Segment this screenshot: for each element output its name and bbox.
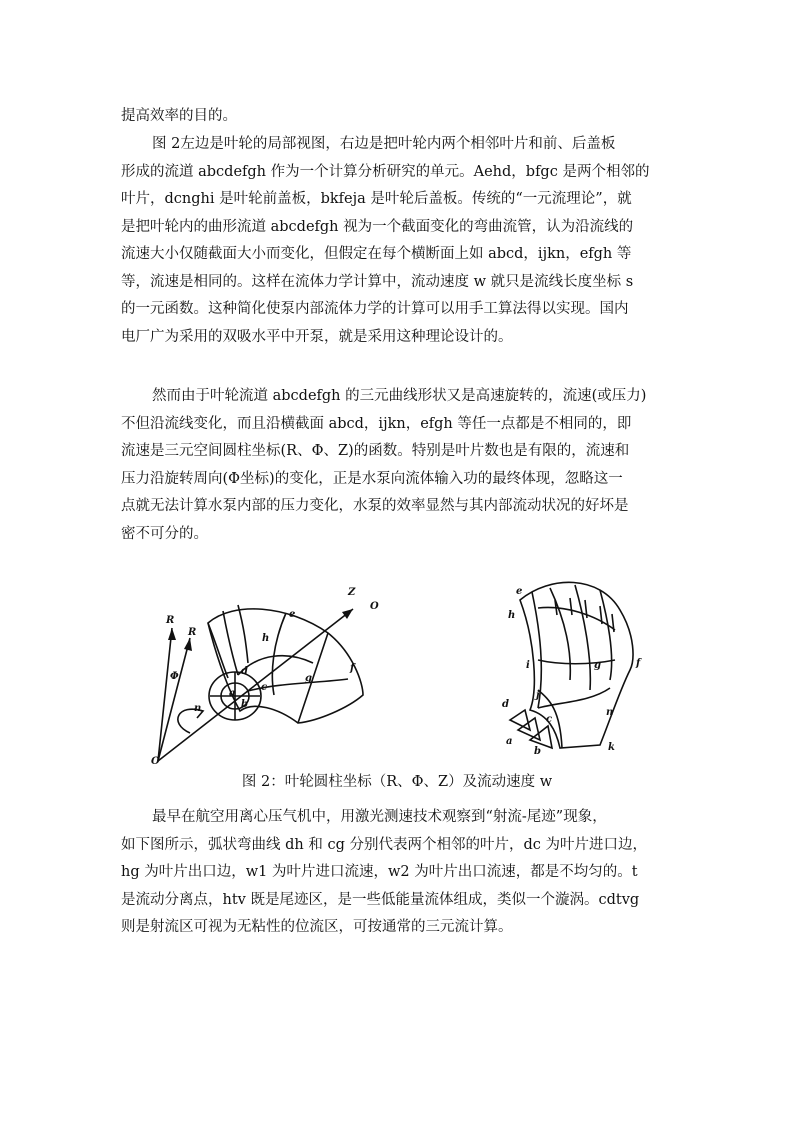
text-line: 然而由于叶轮流道 abcdefgh 的三元曲线形状又是高速旋转的，流速(或压力) — [152, 388, 647, 404]
fig-label-n: n — [194, 703, 202, 714]
fig-label-j: j — [536, 690, 540, 701]
fig-label-c-right: c — [546, 714, 553, 725]
fig-label-r2: R — [188, 627, 197, 638]
fig-label-a: a — [229, 688, 236, 699]
fig-label-g-right: g — [594, 660, 601, 671]
paragraph-three-dimensional-flow — [121, 383, 681, 548]
text-line: 不但沿流线变化，而且沿横截面 abcd，ijkn，efgh 等任一点都是不相同的，即 — [121, 415, 632, 432]
text-line: 最早在航空用离心压气机中，用激光测速技术观察到“射流-尾迹”现象， — [152, 809, 607, 825]
text-line: 提高效率的目的。 — [121, 108, 237, 124]
flow-passage-diagram — [490, 570, 650, 755]
text-line: 如下图所示，弧状弯曲线 dh 和 cg 分别代表两个相邻的叶片，dc 为叶片进口边， — [121, 836, 647, 853]
text-line: 点就无法计算水泵内部的压力变化，水泵的效率显然与其内部流动状况的好坏是 — [121, 498, 629, 514]
text-line: 流速是三元空间圆柱坐标(R、Φ、Z)的函数。特别是叶片数也是有限的，流速和 — [121, 443, 630, 459]
text-line: 电厂广为采用的双吸水平中开泵，就是采用这种理论设计的。 — [121, 328, 513, 345]
paragraph-jet-wake — [121, 804, 681, 942]
fig-label-r1: R — [166, 615, 175, 626]
text-line: 形成的流道 abcdefgh 作为一个计算分析研究的单元。Aehd，bfgc 是两个相邻的 — [121, 163, 650, 180]
fig-label-e-right: e — [516, 586, 523, 597]
fig-label-i: i — [526, 660, 530, 671]
fig-label-o-origin: O — [151, 756, 160, 766]
text-line: 则是射流区可视为无粘性的位流区，可按通常的三元流计算。 — [121, 919, 513, 935]
fig-label-d-right: d — [502, 699, 509, 710]
impeller-coordinate-diagram — [148, 583, 393, 766]
fig-label-e: e — [289, 609, 296, 620]
fig-label-f: f — [350, 663, 355, 674]
fig-label-b-right: b — [534, 746, 541, 755]
figure-caption: 图 2：叶轮圆柱坐标（R、Φ、Z）及流动速度 w — [241, 774, 553, 790]
paragraph-figure-description — [121, 131, 681, 351]
text-line: 是流动分离点，htv 既是尾迹区，是一些低能量流体组成，类似一个漩涡。cdtvg — [121, 891, 640, 908]
fig-label-g: g — [305, 673, 312, 684]
text-line: 等，流速是相同的。这样在流体力学计算中，流动速度 w 就只是流线长度坐标 s — [121, 273, 634, 290]
text-line: 压力沿旋转周向(Φ坐标)的变化，正是水泵向流体输入功的最终体现，忽略这一 — [121, 470, 623, 487]
fig-label-c: c — [261, 682, 268, 693]
fig-label-d: d — [241, 666, 248, 677]
fig-label-phi: Φ — [170, 671, 179, 682]
fig-label-b: b — [241, 699, 248, 710]
text-line: 图 2左边是叶轮的局部视图，右边是把叶轮内两个相邻叶片和前、后盖板 — [152, 136, 616, 152]
fig-label-a-right: a — [506, 736, 513, 747]
text-line: 流速大小仅随截面大小而变化，但假定在每个横断面上如 abcd，ijkn，efgh 等 — [121, 246, 632, 262]
text-line: 叶片，dcnghi 是叶轮前盖板，bkfeja 是叶轮后盖板。传统的“一元流理论”，就 — [121, 191, 632, 207]
text-line: hg 为叶片出口边，w1 为叶片进口流速，w2 为叶片出口流速，都是不均匀的。t — [121, 864, 638, 880]
text-line: 密不可分的。 — [121, 525, 208, 542]
text-line: 是把叶轮内的曲形流道 abcdefgh 视为一个截面变化的弯曲流管，认为沿流线的 — [121, 218, 634, 235]
fig-label-o-axis: O — [370, 601, 379, 612]
fig-label-z: Z — [348, 587, 356, 598]
fig-label-k: k — [608, 742, 615, 753]
fig-label-h: h — [262, 633, 270, 644]
fig-label-f-right: f — [636, 658, 641, 669]
fig-label-n-right: n — [606, 707, 614, 718]
fig-label-h-right: h — [508, 610, 516, 621]
text-line: 的一元函数。这种简化使泵内部流体力学的计算可以用手工算法得以实现。国内 — [121, 301, 629, 317]
paragraph-intro — [121, 103, 681, 131]
